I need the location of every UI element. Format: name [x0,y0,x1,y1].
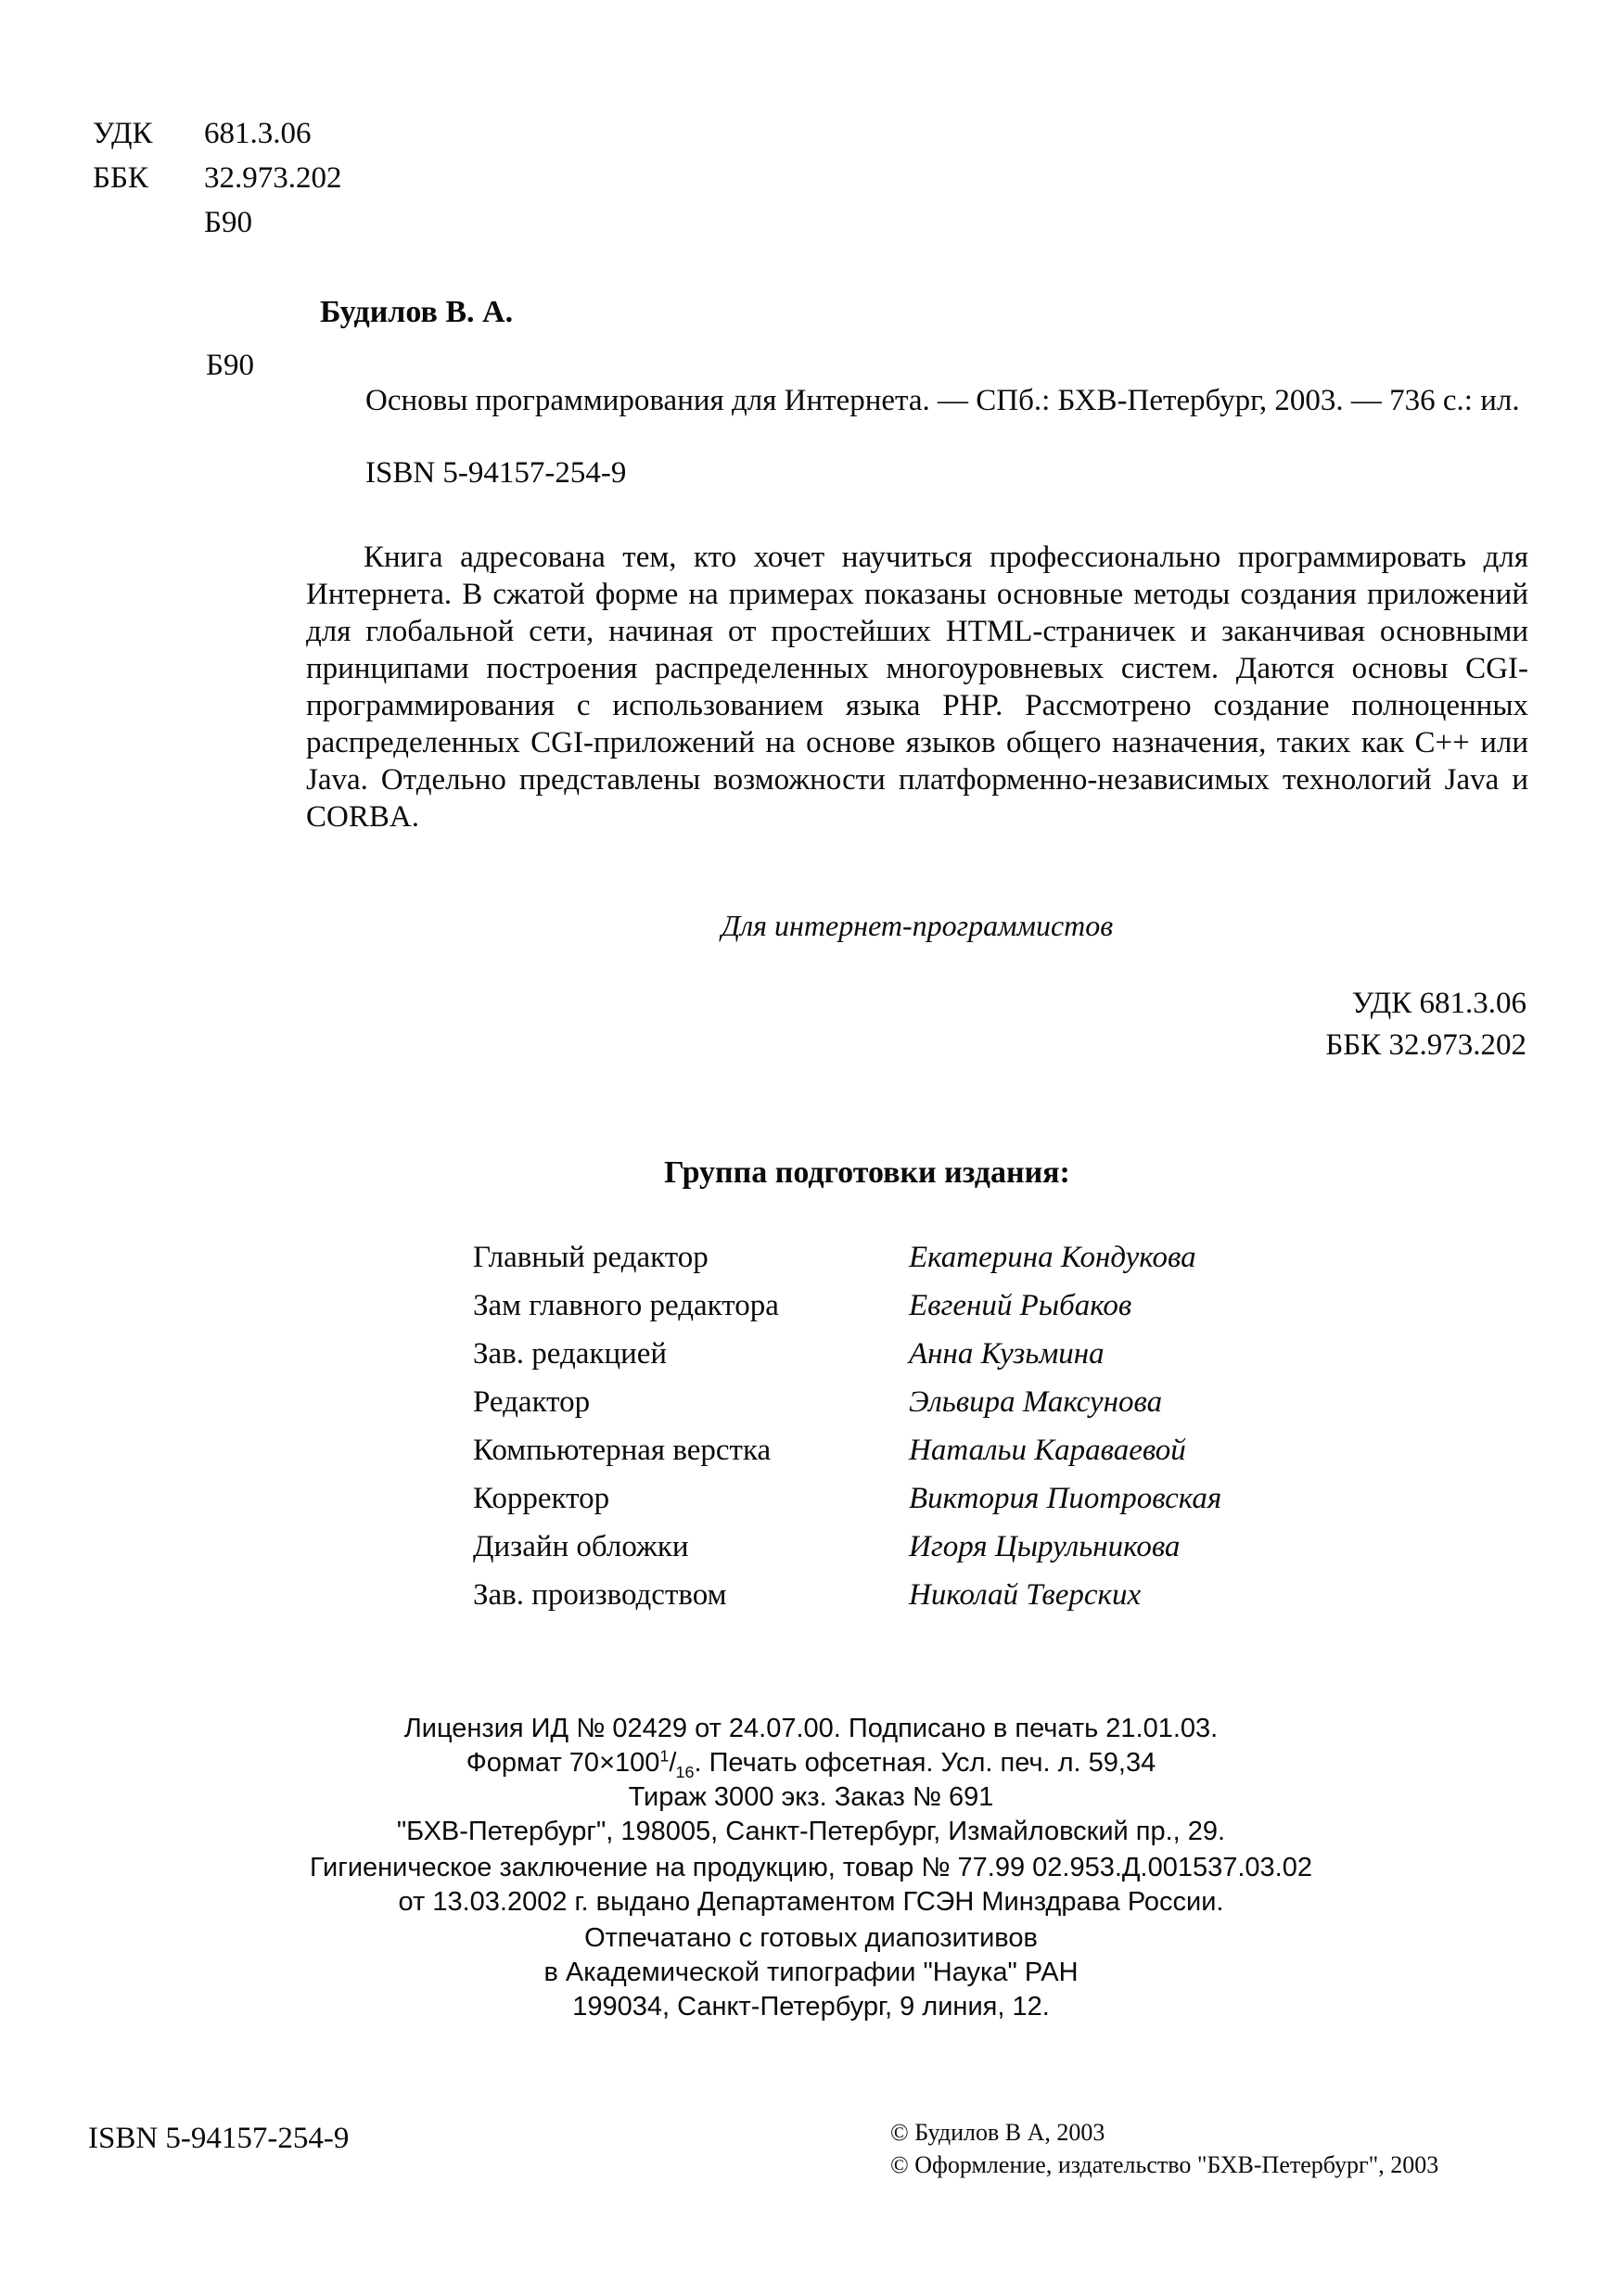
printing-house-block [185,1921,1437,2024]
publisher-address-line: "БХВ-Петербург", 198005, Санкт-Петербург, Измайловский пр., 29. [396,1817,1226,1846]
bbk-value: 32.973.202 [204,161,342,195]
annotation-paragraph: Книга адресована тем, кто хочет научиться профессионально программировать для Интернета. В сжатой форме на примерах показаны основные методы создания приложений для глобальной сети, начиная от простейших HTML-страничек и заканчивая основными принципами построения распределенных многоуровневых систем. Даются основы CGI-программирования с использованием языка PHP. Рассмотрено создание полноценных распределенных CGI-приложений на основе языков общего назначения, таких как C++ или Java. Отдельно представлены возможности платформенно-независимых технологий Java и CORBA. [306,541,1528,834]
credit-row-managing-editor [473,1330,1261,1378]
copyright-author: © Будилов В А, 2003 [890,2119,1105,2146]
credits-section [473,1155,1261,1619]
credit-row-layout [473,1426,1261,1474]
credit-name: Виктория Пиотровская [909,1482,1222,1515]
copyright-design: © Оформление, издательство "БХВ-Петербург", 2003 [890,2151,1439,2178]
bbk-label: ББК [93,161,148,195]
credit-row-cover-design [473,1523,1261,1571]
format-fraction-numerator: 1 [659,1746,670,1766]
bibliographic-entry: Основы программирования для Интернета. — СПб.: БХВ-Петербург, 2003. — 736 с.: ил. [365,384,1520,417]
imprint-block [185,1712,1437,1849]
isbn-entry: ISBN 5-94157-254-9 [365,456,627,490]
credit-role: Корректор [473,1482,610,1515]
credit-role: Главный редактор [473,1241,709,1274]
entry-code: Б90 [206,349,254,382]
credit-name: Натальи Караваевой [909,1434,1186,1467]
format-prefix: Формат 70×100 [466,1748,660,1778]
credit-row-deputy-editor [473,1282,1261,1330]
credit-name: Екатерина Кондукова [909,1241,1196,1274]
author-code-spacer [93,200,204,245]
format-suffix: . Печать офсетная. Усл. печ. л. 59,34 [694,1748,1156,1778]
credit-name: Анна Кузьмина [909,1337,1105,1371]
credits-heading: Группа подготовки издания: [664,1155,1070,1190]
classification-repeat-block [306,983,1526,1066]
printed-line-2: в Академической типографии "Наука" РАН [543,1958,1079,1987]
printed-line-1: Отпечатано с готовых диапозитивов [584,1923,1038,1953]
bbk-row [93,156,342,200]
credit-name: Эльвира Максунова [909,1385,1163,1419]
credit-role: Зав. редакцией [473,1337,668,1371]
footer-copyright-block [890,2116,1438,2181]
format-line [185,1746,1437,1780]
classification-block [93,111,342,245]
audience-note: Для интернет-программистов [721,909,1114,942]
hygiene-line-1: Гигиеническое заключение на продукцию, товар № 77.99 02.953.Д.001537.03.02 [309,1853,1312,1882]
credit-row-chief-editor [473,1233,1261,1282]
printed-line-3: 199034, Санкт-Петербург, 9 линия, 12. [572,1992,1050,2022]
credit-role: Компьютерная верстка [473,1434,772,1467]
udk-row [93,111,342,156]
credit-role: Редактор [473,1385,591,1419]
credit-role: Зам главного редактора [473,1289,779,1322]
udk-value: 681.3.06 [204,117,312,150]
author-heading: Будилов В. А. [320,295,514,329]
credit-name: Евгений Рыбаков [909,1289,1132,1322]
hygiene-certificate-block [185,1851,1437,1920]
hygiene-line-2: от 13.03.2002 г. выдано Департаментом ГСЭН Минздрава России. [398,1887,1224,1917]
print-run-line: Тираж 3000 экз. Заказ № 691 [628,1782,994,1812]
credit-row-editor [473,1378,1261,1426]
credit-row-production [473,1571,1261,1619]
udk-repeat: УДК 681.3.06 [1351,987,1526,1020]
format-fraction-denominator: 16 [675,1762,695,1781]
license-line: Лицензия ИД № 02429 от 24.07.00. Подписано в печать 21.01.03. [403,1714,1219,1743]
footer-isbn: ISBN 5-94157-254-9 [88,2122,350,2155]
credit-name: Игоря Цырульникова [909,1530,1181,1563]
author-code-row [93,200,342,245]
author-code: Б90 [204,206,252,239]
credit-role: Дизайн обложки [473,1530,689,1563]
bbk-repeat: ББК 32.973.202 [1325,1028,1526,1062]
credit-row-proofreader [473,1474,1261,1523]
credit-name: Николай Тверских [909,1578,1142,1612]
format-fraction-slash: / [669,1748,676,1778]
credit-role: Зав. производством [473,1578,727,1612]
udk-label: УДК [93,117,153,150]
